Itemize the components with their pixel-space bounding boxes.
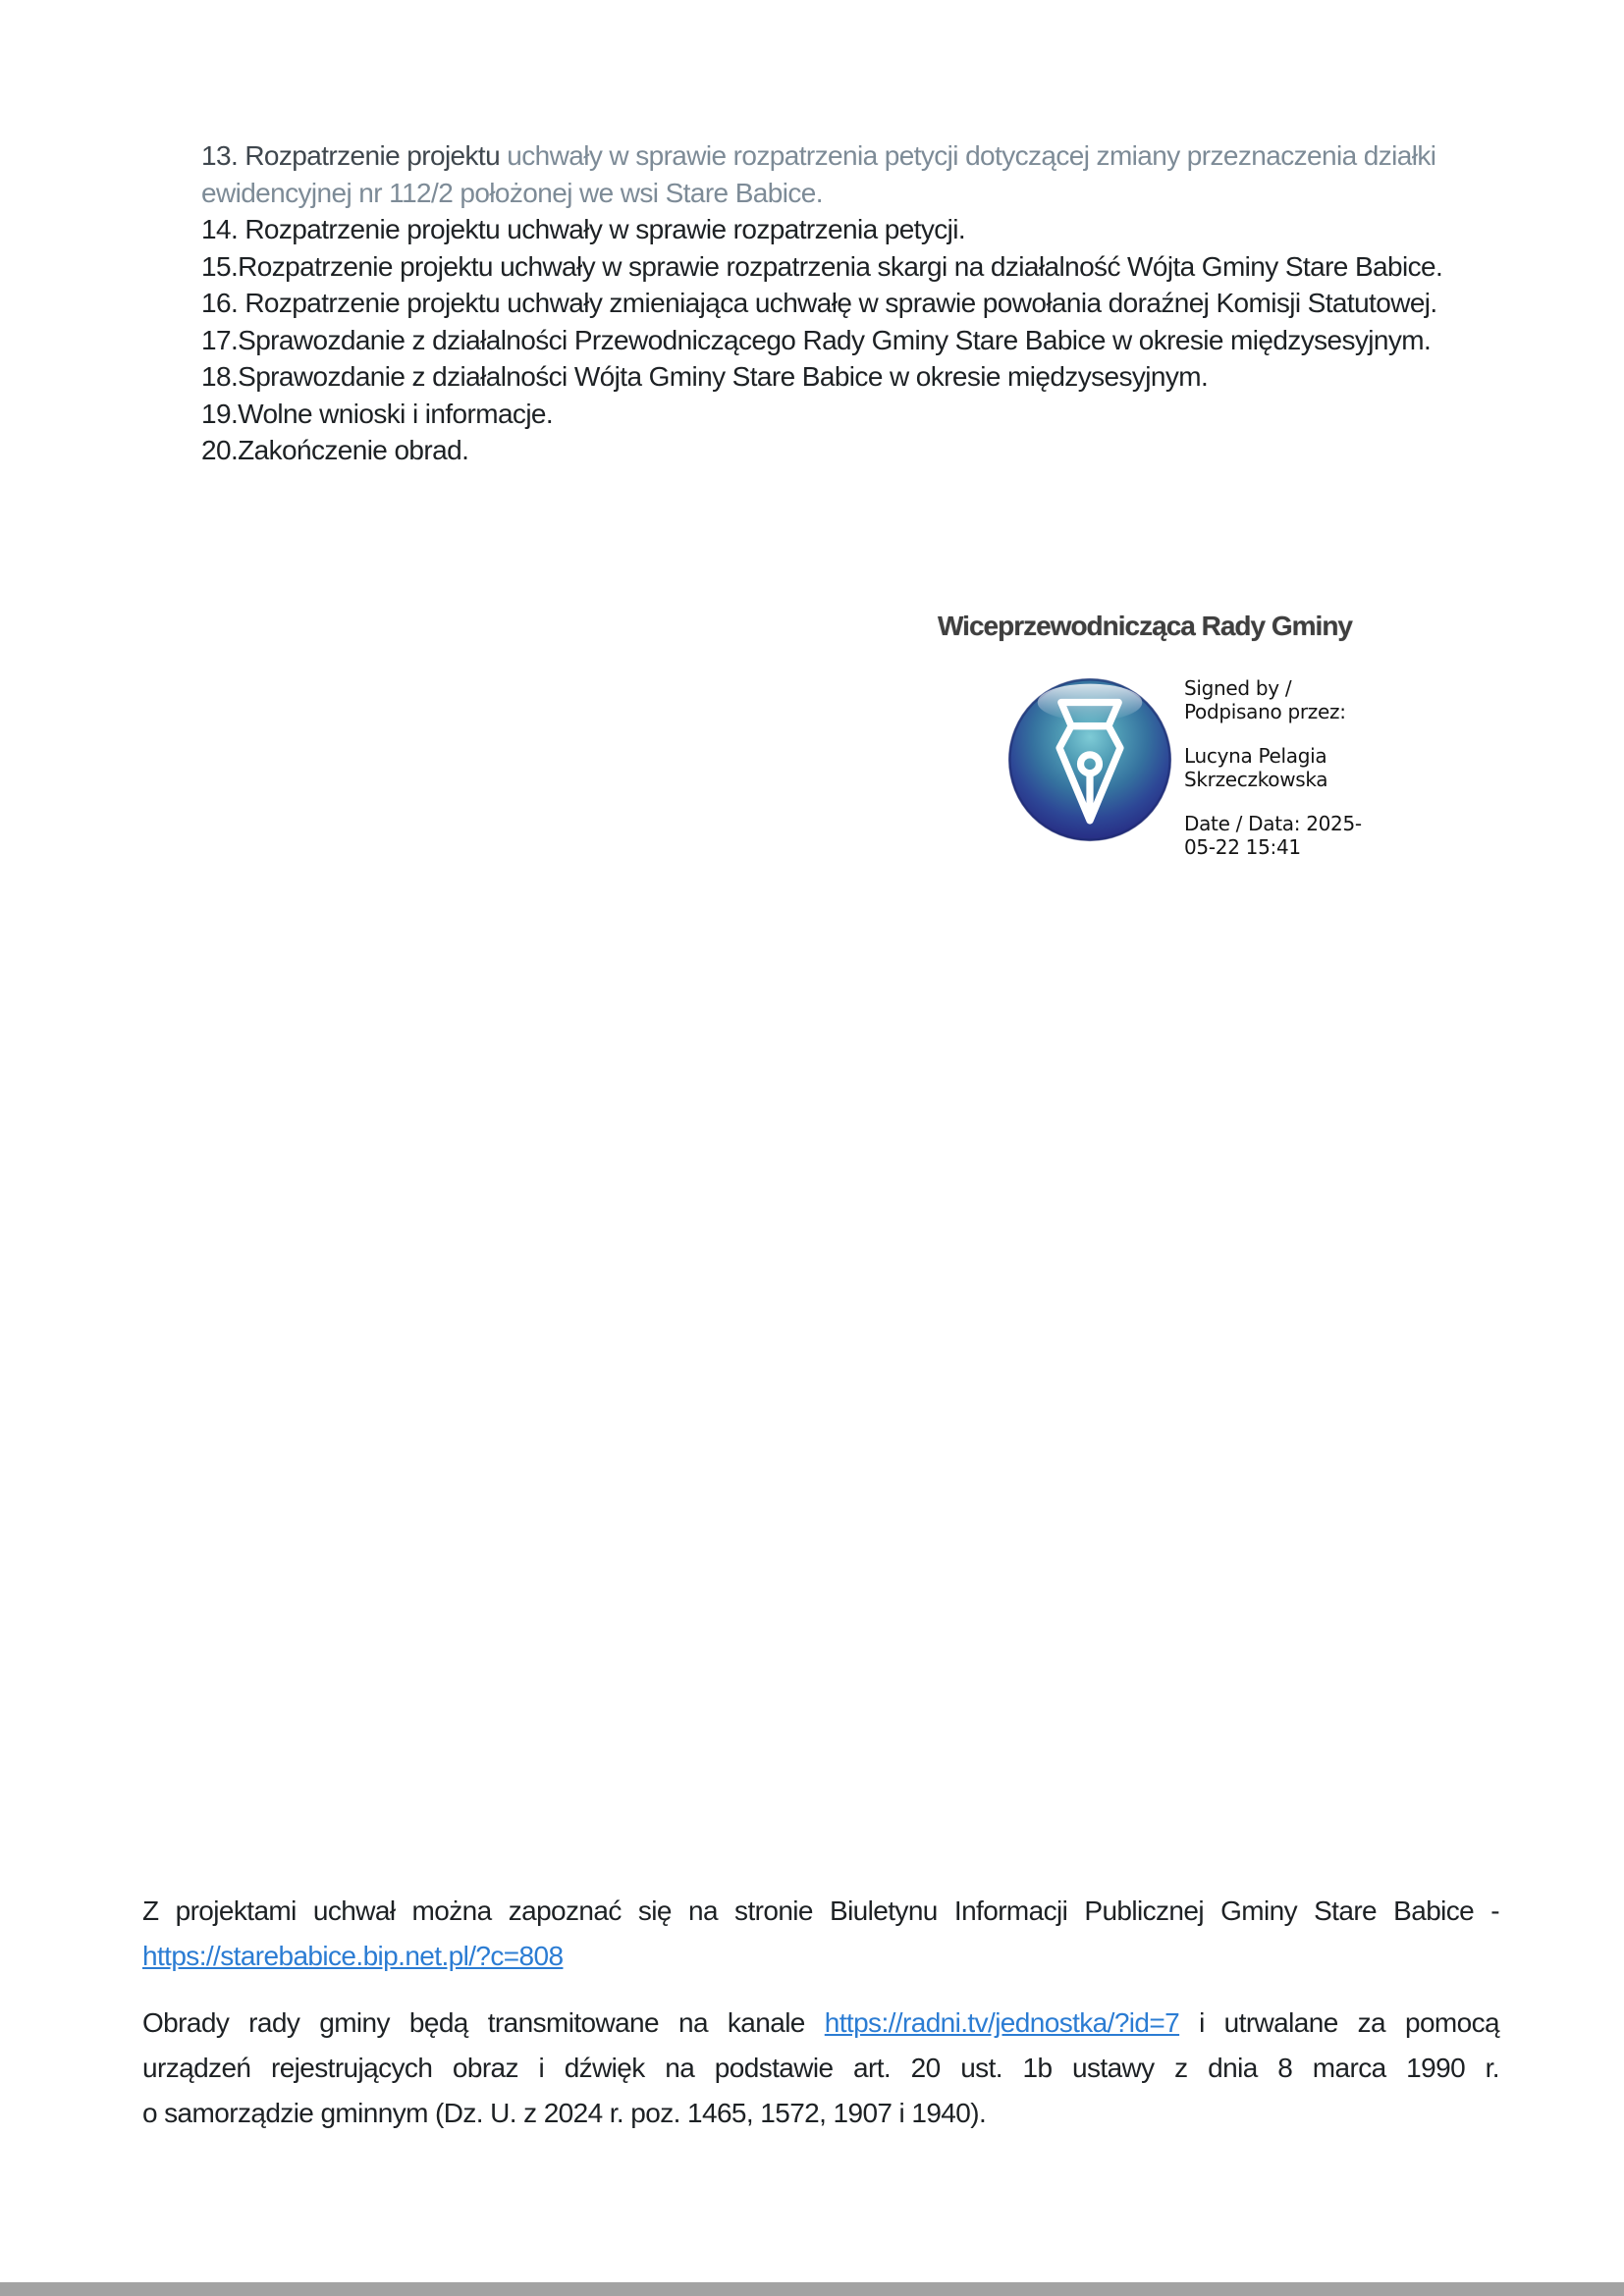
signature-block bbox=[923, 607, 1367, 859]
agenda-item-number: 17. bbox=[201, 324, 239, 355]
stamp-text-line: Date / Data: 2025- bbox=[1184, 812, 1362, 835]
agenda-item bbox=[142, 248, 1497, 286]
stamp-text-line: 05-22 15:41 bbox=[1184, 834, 1301, 859]
agenda-item bbox=[142, 211, 1497, 248]
stamp-text bbox=[1184, 675, 1362, 859]
agenda-list bbox=[142, 137, 1497, 469]
agenda-item-text: Rozpatrzenie projektu uchwały w sprawie rozpatrzenia petycji. bbox=[244, 214, 966, 244]
stamp-text-gap bbox=[1184, 791, 1362, 813]
agenda-item-number: 13. bbox=[201, 140, 245, 171]
footer-text: urządzeń rejestrujących obraz i dźwięk na podstawie art. 20 ust. 1b ustawy z dnia 8 marca 1990 r. bbox=[142, 2053, 1499, 2083]
agenda-item-number: 19. bbox=[201, 398, 239, 429]
agenda-item bbox=[142, 396, 1497, 433]
agenda-item-text: Sprawozdanie z działalności Wójta Gminy Stare Babice w okresie międzysesyjnym. bbox=[238, 361, 1209, 392]
footer bbox=[142, 1889, 1499, 2136]
agenda-item-number: 14. bbox=[201, 214, 245, 244]
stamp-text-line: Skrzeczkowska bbox=[1184, 767, 1328, 791]
agenda-item-text: Rozpatrzenie projektu uchwały zmieniająca uchwałę w sprawie powołania doraźnej Komisji Statutowej. bbox=[244, 288, 1437, 318]
footer-text: Z projektami uchwał można zapoznać się na stronie Biuletynu Informacji Publicznej Gminy Stare Babice - bbox=[142, 1896, 1499, 1926]
stamp-text-line: Lucyna Pelagia bbox=[1184, 744, 1327, 768]
page-edge bbox=[0, 2282, 1624, 2296]
signature-stamp bbox=[923, 675, 1367, 859]
stamp-text-gap bbox=[1184, 723, 1362, 745]
bip-link[interactable]: https://starebabice.bip.net.pl/?c=808 bbox=[142, 1941, 564, 1971]
agenda-item-text: Zakończenie obrad. bbox=[238, 435, 469, 465]
stamp-text-line: Podpisano przez: bbox=[1184, 699, 1346, 723]
radni-tv-link[interactable]: https://radni.tv/jednostka/?id=7 bbox=[824, 2007, 1180, 2038]
agenda-item bbox=[142, 285, 1497, 322]
agenda-item-text: Rozpatrzenie projektu uchwały w sprawie rozpatrzenia skargi na działalność Wójta Gminy Stare Babice. bbox=[238, 250, 1443, 282]
agenda-item bbox=[142, 358, 1497, 396]
agenda-item bbox=[142, 137, 1497, 211]
agenda-item-text: Wolne wnioski i informacje. bbox=[238, 398, 554, 429]
pen-nib-orb-icon bbox=[1005, 675, 1174, 844]
agenda-item bbox=[142, 322, 1497, 359]
agenda-item-text: Sprawozdanie z działalności Przewodniczącego Rady Gminy Stare Babice w okresie międzysesyjnym. bbox=[238, 324, 1432, 355]
footer-paragraph bbox=[142, 1889, 1499, 1979]
footer-text: i utrwalane za pomocą bbox=[1179, 2007, 1499, 2038]
agenda-item-number: 18. bbox=[201, 361, 239, 392]
footer-paragraph bbox=[142, 2001, 1499, 2136]
agenda-item-text: uchwały w sprawie rozpatrzenia petycji dotyczącej zmiany przeznaczenia działki ewidencyjnej nr 112/2 położonej we wsi Stare Babice. bbox=[201, 140, 1436, 208]
agenda-item bbox=[142, 432, 1497, 469]
agenda-item-number: 15. bbox=[201, 250, 239, 282]
agenda-item-number: 20. bbox=[201, 435, 239, 465]
footer-text: Obrady rady gminy będą transmitowane na kanale bbox=[142, 2007, 825, 2038]
signature-title: Wiceprzewodnicząca Rady Gminy bbox=[938, 611, 1352, 641]
agenda-item-text: Rozpatrzenie projektu bbox=[244, 140, 508, 171]
agenda-item-number: 16. bbox=[201, 288, 245, 318]
stamp-text-line: Signed by / bbox=[1184, 676, 1292, 700]
footer-text: o samorządzie gminnym (Dz. U. z 2024 r. poz. 1465, 1572, 1907 i 1940). bbox=[142, 2098, 987, 2128]
